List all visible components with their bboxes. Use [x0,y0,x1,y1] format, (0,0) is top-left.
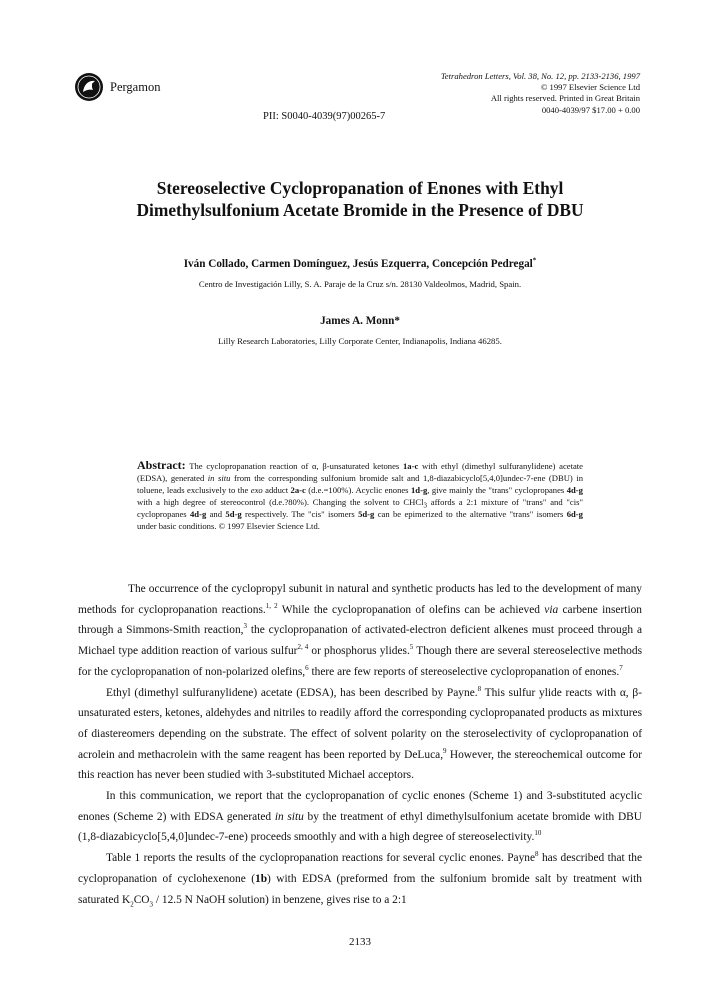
publisher-name: Pergamon [110,80,161,94]
authors-names-1: Iván Collado, Carmen Domínguez, Jesús Ezquerra, Concepción Pedregal [183,258,533,270]
body-text: Ethyl (dimethyl sulfuranylidene) acetate (EDSA), has been described by Payne. [106,686,478,699]
body-text: Though there are several stereoselective methods for the cyclopropanation of non-polarized olefins, [78,645,642,678]
abstract-text: with a high degree of stereocontrol (d.e.?80%). Changing the solvent to CHCl [137,496,424,507]
main-body [78,579,642,910]
rights-line: All rights reserved. Printed in Great Britain [490,93,640,104]
citation-ref: 9 [443,746,447,755]
abstract-text: under basic conditions. © 1997 Elsevier Science Ltd. [137,520,320,531]
compound-ref: 1b [255,872,268,885]
body-text: or phosphorus ylides. [308,645,410,658]
compound-ref: 5d-g [358,508,375,519]
citation-ref: 6 [305,664,309,673]
body-text: While the cyclopropanation of olefins can be achieved [277,603,545,616]
abstract-label: Abstract: [137,458,186,472]
author-list-2 [60,315,660,327]
subscript: 2 [130,899,134,908]
body-text: the cyclopropanation of activated-electron deficient alkenes must proceed through a Michael type addition reaction of various sulfur [78,624,642,658]
abstract-italic: exo [250,484,263,495]
journal-citation: Tetrahedron Letters, Vol. 38, No. 12, pp. 2133-2136, 1997 [440,71,640,81]
page-number: 2133 [349,936,371,948]
abstract-text: adduct [262,484,291,495]
paragraph-3 [78,786,642,848]
compound-ref: 1a-c [403,461,419,471]
compound-ref: 4d-g [190,508,207,519]
paragraph-4 [78,848,642,910]
abstract-text: and [206,508,226,519]
authors-names-2: James A. Monn [320,315,395,327]
abstract [137,460,583,532]
subscript: 3 [149,899,154,908]
citation-ref: 3 [243,622,248,631]
citation-ref: 7 [619,664,623,673]
body-text: However, the stereochemical outcome for this reaction has never been studied with 3-substituted Michael acceptors. [78,748,642,782]
corresponding-asterisk: * [394,315,400,327]
citation-ref: 5 [409,643,414,652]
abstract-text: The cyclopropanation reaction of α, β-unsaturated ketones [189,461,403,471]
affiliation-2: Lilly Research Laboratories, Lilly Corporate Center, Indianapolis, Indiana 46285. [218,336,502,346]
body-text: has described that the cyclopropanation of cyclohexenone ( [78,852,643,885]
compound-ref: 2a-c [290,484,306,495]
body-text: CO [133,893,150,906]
body-text: This sulfur ylide reacts with α, β-unsaturated esters, ketones, aldehydes and nitriles to readily afford the corresponding cyclopropanated products as mixtures of diastereomers depending on the substrate. The effect of solvent polarity on the steroselectivity of cyclopropanation of acrolein and methacrolein with the same reagent has been reported by DeLuca, [78,686,643,761]
body-text: Table 1 reports the results of the cyclopropanation reactions for several cyclic enones. Payne [106,852,536,865]
journal-info [380,71,640,116]
affiliation-1: Centro de Investigación Lilly, S. A. Paraje de la Cruz s/n. 28130 Valdeolmos, Madrid, Spain. [198,279,522,289]
issn-price-line: 0040-4039/97 $17.00 + 0.00 [541,104,640,115]
citation-ref: 2, 4 [297,643,309,652]
corresponding-asterisk: * [532,256,537,265]
compound-ref: 6d-g [566,508,583,519]
citation-ref: 8 [535,850,539,859]
abstract-text: can be epimerized to the alternative "trans" isomers [374,508,567,519]
compound-ref: 1d-g [411,484,428,495]
copyright-line: © 1997 Elsevier Science Ltd [540,82,640,93]
pii-identifier: PII: S0040-4039(97)00265-7 [263,111,386,122]
abstract-text: from the corresponding sulfonium bromide salt and 1,8-diazabicyclo[5,4,0]undec-7-ene (DBU) in toluene, leads exclusively to the [137,472,584,495]
citation-ref: 1, 2 [265,601,278,610]
citation-ref: 8 [477,684,482,693]
subscript: 3 [423,501,427,510]
compound-ref: 5d-g [225,508,242,519]
abstract-italic: in situ [207,472,231,483]
body-text: carbene insertion through a Simmons-Smith reaction, [78,603,643,637]
body-italic: in situ [274,810,304,823]
paragraph-1 [78,579,642,683]
title-line-2: Dimethylsulfonium Acetate Bromide in the Presence of DBU [136,200,584,220]
body-text: In this communication, we report that the cyclopropanation of cyclic enones (Scheme 1) and 3-substituted acyclic enones (Scheme 2) with EDSA generated [78,790,642,823]
body-text: ) with EDSA (preformed from the sulfonium bromide salt by treatment with saturated K [78,872,642,906]
body-text: The occurrence of the cyclopropyl subunit in natural and synthetic products has led to the development of many methods for cyclopropanation reactions. [78,583,642,616]
body-italic: via [544,603,559,616]
abstract-text: (d.e.=100%). Acyclic enones [305,484,411,495]
body-text: by the treatment of ethyl dimethylsulfonium acetate bromide with DBU (1,8-diazabicyclo[5,4,0]undec-7-ene) proceeds smoothly and with a high degree of stereoselectivity. [78,810,642,844]
abstract-text: , give mainly the "trans" cyclopropanes [427,484,567,495]
abstract-text: affords a 2:1 mixture of "trans" and "cis" cyclopropanes [137,496,583,519]
citation-ref: 10 [534,829,542,838]
author-list-1 [60,258,660,270]
abstract-text: with ethyl (dimethyl sulfuranylidene) acetate (EDSA), generated [137,461,583,483]
title-line-1: Stereoselective Cyclopropanation of Enones with Ethyl [156,178,564,198]
compound-ref: 4d-g [566,484,583,495]
body-text: / 12.5 N NaOH solution) in benzene, gives rise to a 2:1 [153,893,407,906]
abstract-text: respectively. The "cis" isomers [241,508,359,519]
pergamon-logo [74,72,104,102]
paragraph-2 [78,683,642,787]
article-title [60,177,660,221]
body-text: there are few reports of stereoselective cyclopropanation of enones. [308,665,620,678]
